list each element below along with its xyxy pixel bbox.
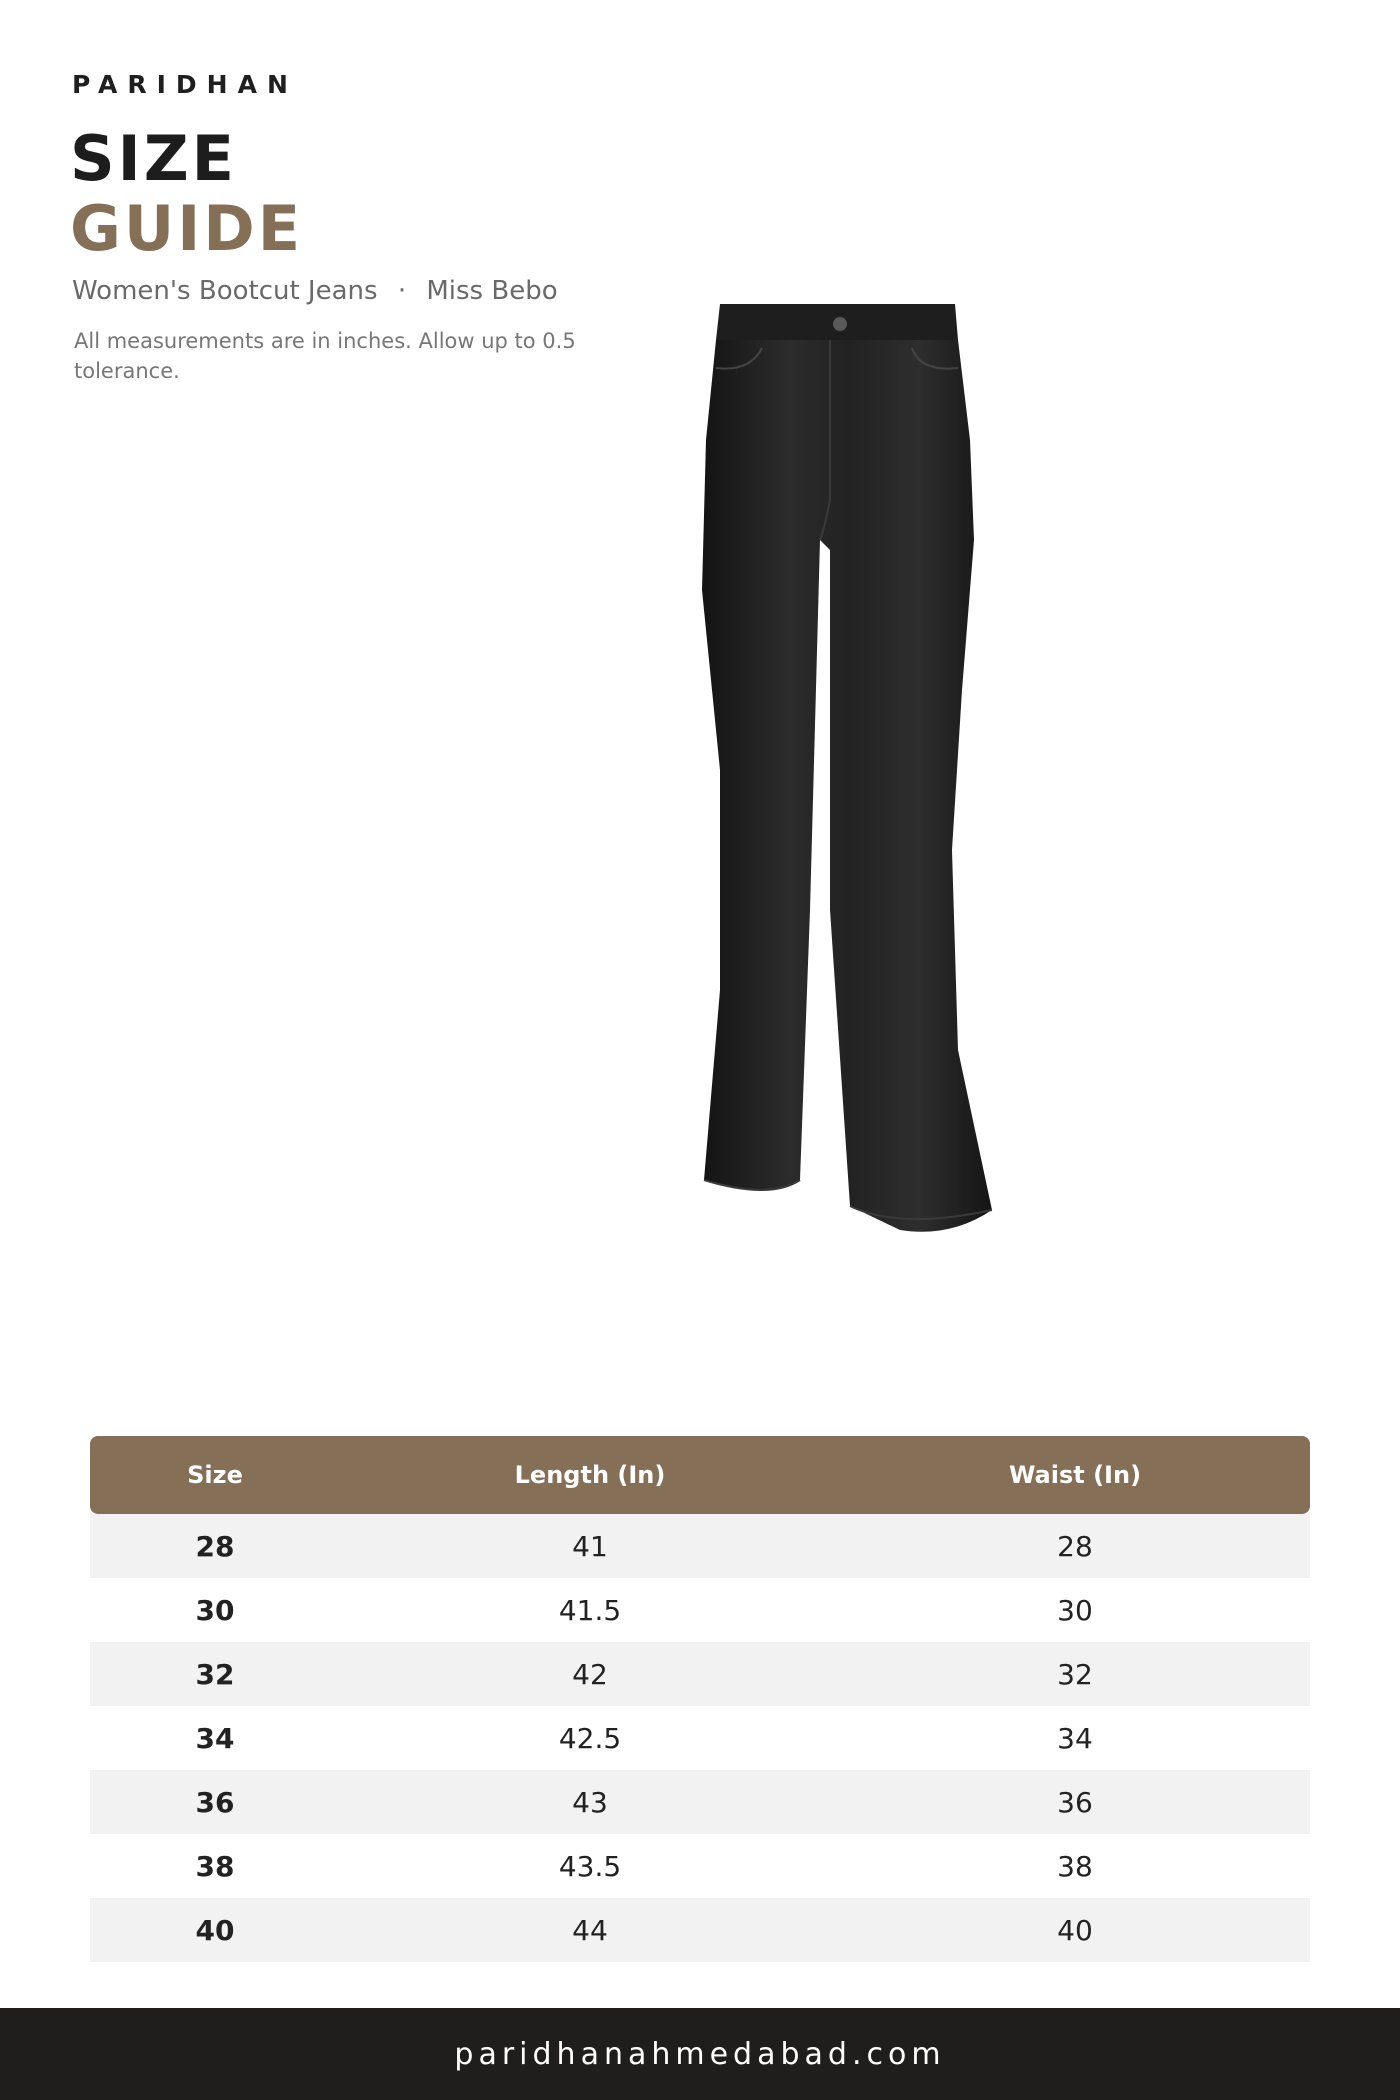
column-header-size: Size [187, 1461, 243, 1489]
brand-logo: PARIDHAN [72, 70, 298, 99]
cell-waist: 40 [1057, 1913, 1093, 1947]
cell-waist: 36 [1057, 1785, 1093, 1819]
cell-waist: 34 [1057, 1721, 1093, 1755]
size-table [90, 1436, 1310, 1962]
cell-waist: 32 [1057, 1657, 1093, 1691]
separator: · [397, 276, 407, 306]
table-row [90, 1578, 1310, 1642]
cell-length: 43 [572, 1785, 608, 1819]
cell-waist: 38 [1057, 1849, 1093, 1883]
table-row [90, 1770, 1310, 1834]
cell-size: 40 [195, 1913, 235, 1947]
cell-size: 28 [195, 1529, 235, 1563]
product-image [680, 290, 1000, 1250]
cell-length: 43.5 [558, 1849, 622, 1883]
table-row [90, 1642, 1310, 1706]
cell-length: 42 [572, 1657, 608, 1691]
product-name: Miss Bebo [426, 276, 558, 306]
website-link[interactable]: paridhanahmedabad.com [454, 2036, 946, 2072]
page-title-line1: SIZE [70, 122, 238, 195]
cell-length: 44 [572, 1913, 608, 1947]
footer [0, 2008, 1400, 2100]
cell-waist: 30 [1057, 1593, 1093, 1627]
jeans-illustration [680, 290, 1000, 1250]
cell-length: 42.5 [558, 1721, 622, 1755]
product-subtitle [72, 276, 558, 306]
table-row [90, 1706, 1310, 1770]
cell-length: 41 [572, 1529, 608, 1563]
table-row [90, 1514, 1310, 1578]
cell-size: 38 [195, 1849, 235, 1883]
cell-size: 34 [195, 1721, 235, 1755]
product-type: Women's Bootcut Jeans [72, 276, 378, 306]
cell-size: 36 [195, 1785, 235, 1819]
column-header-waist: Waist (In) [1008, 1461, 1142, 1489]
cell-waist: 28 [1057, 1529, 1093, 1563]
cell-size: 30 [195, 1593, 235, 1627]
cell-length: 41.5 [558, 1593, 622, 1627]
table-row [90, 1834, 1310, 1898]
column-header-length: Length (In) [514, 1461, 666, 1489]
page-title-line2: GUIDE [70, 192, 304, 265]
measurement-note: All measurements are in inches. Allow up to 0.5 tolerance. [74, 329, 576, 383]
table-row [90, 1898, 1310, 1962]
table-header [90, 1436, 1310, 1514]
cell-size: 32 [195, 1657, 235, 1691]
